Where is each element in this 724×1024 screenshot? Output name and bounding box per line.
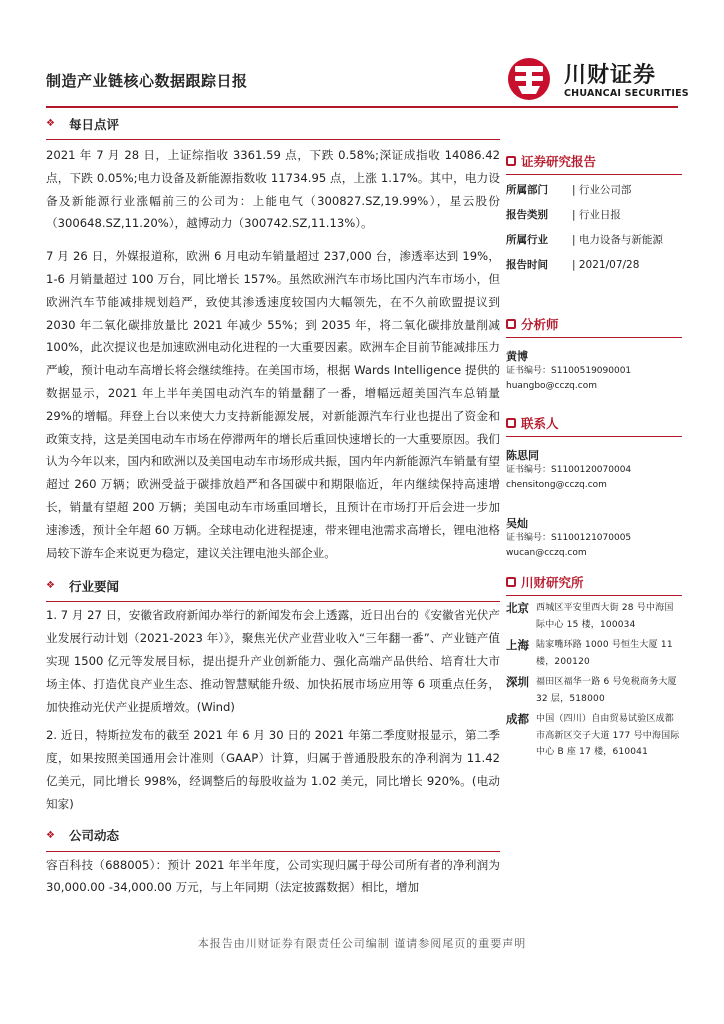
section-company-title: 公司动态 xyxy=(68,828,119,844)
office-address: 中国（四川）自由贸易试验区成都市高新区交子大道 177 号中海国际中心 B 座 17 楼，610041 xyxy=(536,714,680,757)
office-shenzhen xyxy=(506,674,682,707)
sidebar-divider xyxy=(506,436,682,437)
office-address: 陆家嘴环路 1000 号恒生大厦 11 楼，200120 xyxy=(536,640,673,667)
analyst-email[interactable]: huangbo@cczq.com xyxy=(506,381,597,391)
info-value: | 电力设备与新能源 xyxy=(572,234,663,246)
info-value: | 行业日报 xyxy=(572,209,621,221)
section-daily-title: 每日点评 xyxy=(68,116,119,132)
section-news-header xyxy=(46,570,500,602)
report-info-title: 证券研究报告 xyxy=(521,154,597,169)
office-city: 上海 xyxy=(506,638,529,652)
office-city: 深圳 xyxy=(506,675,529,689)
analyst-cert: 证书编号：S1100519090001 xyxy=(506,366,632,376)
info-value: | 行业公司部 xyxy=(572,184,632,196)
contact-name: 陈思同 xyxy=(506,449,539,462)
office-address: 西城区平安里西大街 28 号中海国际中心 15 楼，100034 xyxy=(536,603,674,630)
info-label: 报告类别 xyxy=(506,209,548,221)
contacts-title: 联系人 xyxy=(521,416,559,431)
info-row-category xyxy=(506,202,682,227)
offices-title: 川财研究所 xyxy=(521,575,584,590)
info-label: 报告时间 xyxy=(506,259,548,271)
diamond-bullet-icon: ❖ xyxy=(46,580,55,592)
contact-cert: 证书编号：S1100120070004 xyxy=(506,465,632,475)
company-paragraph-1: 容百科技（688005）：预计 2021 年半年度，公司实现归属于母公司所有者的净利润为 30,000.00 -34,000.00 万元，与上年同期（法定披露数据）相比，增加 xyxy=(46,857,500,895)
sidebar xyxy=(506,150,682,761)
analyst-header xyxy=(506,313,682,335)
daily-paragraph-1: 2021 年 7 月 28 日，上证综指收 3361.59 点，下跌 0.58%;深证成指收 14086.42 点，下跌 0.05%;电力设备及新能源指数收 11734.95 点，上涨 1.17%。其中，电力设备及新能源行业涨幅前三的公司为：上能电气（300827.SZ,19.99%），星云股份（300648.SZ,11.20%），越博动力（300742.SZ,11.13%）。 xyxy=(46,148,500,231)
square-bullet-icon xyxy=(506,418,516,428)
contacts-header xyxy=(506,412,682,434)
logo-chinese-name: 川财证券 xyxy=(564,63,657,88)
brand-logo xyxy=(506,56,689,106)
diamond-bullet-icon: ❖ xyxy=(46,829,55,841)
analyst-card xyxy=(506,348,682,394)
contact-cert: 证书编号：S1100121070005 xyxy=(506,533,632,543)
info-row-date xyxy=(506,252,682,277)
report-title: 制造产业链核心数据跟踪日报 xyxy=(46,72,248,90)
contact-email[interactable]: chensitong@cczq.com xyxy=(506,480,607,490)
analyst-title: 分析师 xyxy=(521,317,559,332)
sidebar-divider xyxy=(506,337,682,338)
report-info-table xyxy=(506,177,682,277)
logo-english-name: CHUANCAI SECURITIES xyxy=(564,88,689,99)
section-company-header xyxy=(46,820,500,852)
footer-disclaimer: 本报告由川财证券有限责任公司编制 谨请参阅尾页的重要声明 xyxy=(197,937,527,950)
square-bullet-icon xyxy=(506,156,516,166)
info-value: | 2021/07/28 xyxy=(572,258,640,271)
offices-header xyxy=(506,571,682,593)
diamond-bullet-icon: ❖ xyxy=(46,118,55,129)
contact-email[interactable]: wucan@cczq.com xyxy=(506,548,587,558)
office-chengdu xyxy=(506,711,682,761)
office-beijing xyxy=(506,600,682,633)
section-news-title: 行业要闻 xyxy=(68,578,119,594)
contact-card xyxy=(506,447,682,493)
main-column xyxy=(46,108,500,899)
square-bullet-icon xyxy=(506,319,516,329)
section-daily-header xyxy=(46,108,500,140)
office-city: 北京 xyxy=(506,601,529,615)
office-address: 福田区福华一路 6 号免税商务大厦 32 层，518000 xyxy=(536,677,677,704)
info-row-department xyxy=(506,177,682,202)
office-shanghai xyxy=(506,637,682,670)
analyst-name: 黄博 xyxy=(506,350,528,363)
info-label: 所属部门 xyxy=(506,184,548,196)
news-paragraph-2: 2. 近日，特斯拉发布的截至 2021 年 6 月 30 日的 2021 年第二季度财报显示，第二季度，如果按照美国通用会计准则（GAAP）计算，归属于普通股股东的净利润为 11.42 亿美元，同比增长 998%，经调整后的每股收益为 1.02 美元，同比增长 920%。(电动知家) xyxy=(46,728,500,811)
news-paragraph-1: 1. 7 月 27 日，安徽省政府新闻办举行的新闻发布会上透露，近日出台的《安徽省光伏产业发展行动计划（2021-2023 年）》，聚焦光伏产业营业收入“三年翻一番”、产业链产值实现 1500 亿元等发展目标，提出提升产业创新能力、强化高端产品供给、培育壮大市场主体、打造优良产业生态、推动智慧赋能升级、加快拓展市场应用等 6 项重点任务，加快推动光伏产业提质增效。(Wind) xyxy=(46,608,500,714)
contact-name: 吴灿 xyxy=(506,517,528,530)
chuancai-logo-icon xyxy=(506,56,552,102)
contact-card xyxy=(506,515,682,561)
square-bullet-icon xyxy=(506,577,516,587)
office-city: 成都 xyxy=(506,712,529,726)
daily-paragraph-2: 7 月 26 日，外媒报道称，欧洲 6 月电动车销量超过 237,000 台，渗透率达到 19%，1-6 月销量超过 100 万台，同比增长 157%。虽然欧洲汽车市场比国内汽车市场小，但欧洲汽车节能减排规划趋严，致使其渗透速度较国内大幅领先，在不久前欧盟提议到 2030 年二氧化碳排放量比 2021 年减少 55%；到 2035 年，将二氧化碳排放量削减 100%，此次提议也是加速欧洲电动化进程的一大重要因素。欧洲车企目前节能减排压力严峻，预计电动车高增长将会继续维持。在美国市场，根据 Wards Intelligence 提供的数据显示，2021 年上半年美国电动汽车的销量翻了一番，增幅远超美国汽车总销量 29%的增幅。拜登上台以来使大力支持新能源发展，对新能源汽车行业也提出了资金和政策支持，这是美国电动车市场在停滞两年的增长后重回快速增长的一大重要原因。我们认为今年以来，国内和欧洲以及美国电动车市场形成共振，国内年内新能源汽车销量有望超过 260 万辆；欧洲受益于碳排放趋严和各国碳中和期限临近，年内继续保持高速增长，销量有望超 200 万辆；美国电动车市场重回增长，且预计在市场打开后会进一步加速渗透，预计全年超 60 万辆。全球电动化进程提速，带来锂电池需求高增长，锂电池格局较下游车企来说更为稳定，建议关注锂电池头部企业。 xyxy=(46,249,500,560)
info-row-industry xyxy=(506,227,682,252)
report-info-header xyxy=(506,150,682,172)
sidebar-divider xyxy=(506,174,682,175)
sidebar-divider xyxy=(506,595,682,596)
info-label: 所属行业 xyxy=(506,234,548,246)
